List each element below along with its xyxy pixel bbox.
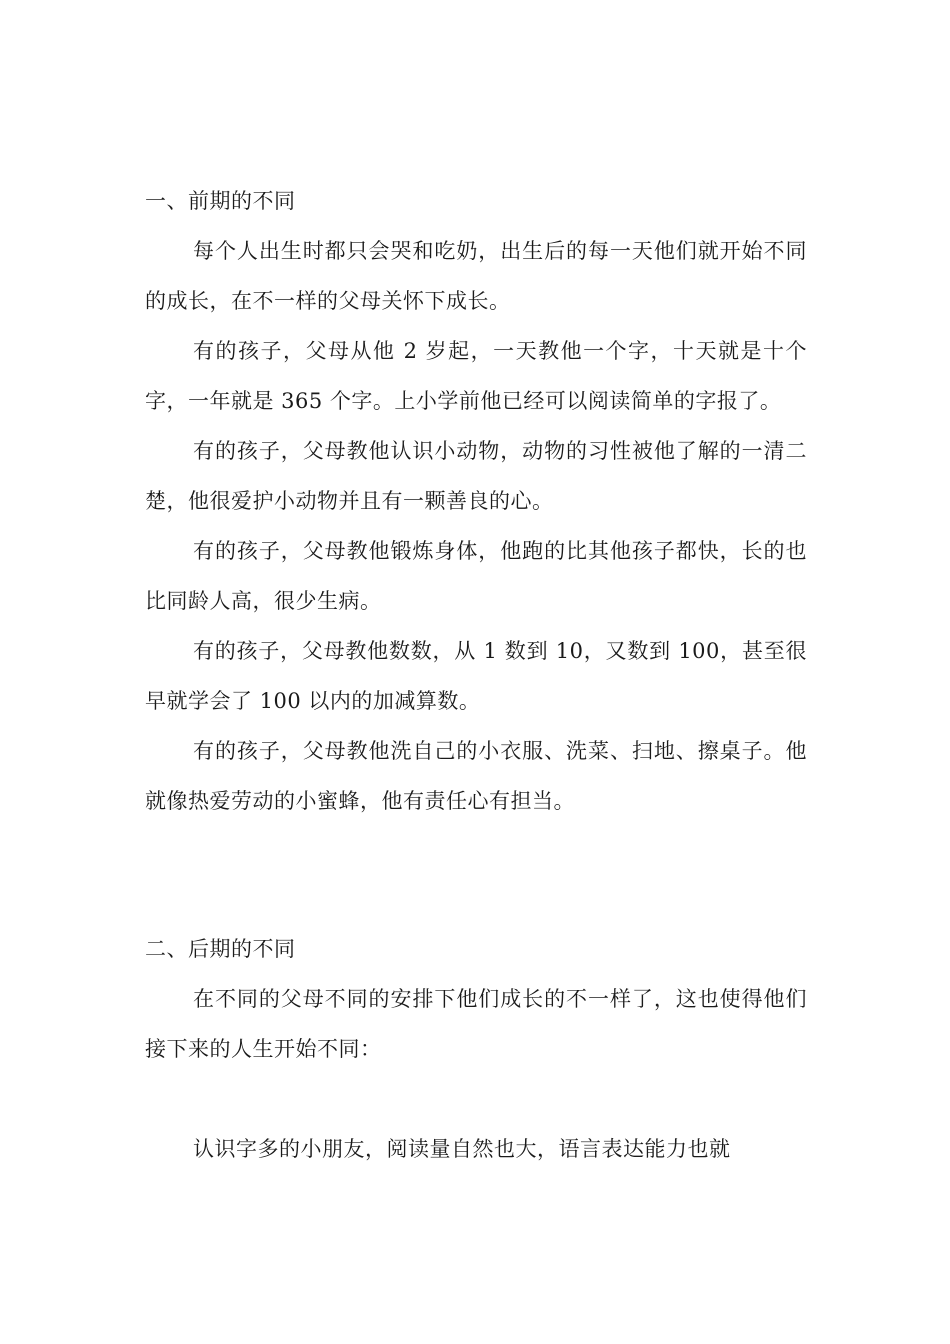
section-heading-1: 一、前期的不同 xyxy=(145,189,296,213)
paragraph: 有的孩子，父母从他 2 岁起，一天教他一个字，十天就是十个字，一年就是 365 个字。上小学前他已经可以阅读简单的字报了。 xyxy=(145,339,807,413)
section-heading-2: 二、后期的不同 xyxy=(145,937,296,961)
document-body xyxy=(145,176,807,1174)
paragraph: 每个人出生时都只会哭和吃奶，出生后的每一天他们就开始不同的成长，在不一样的父母关怀下成长。 xyxy=(145,239,807,313)
paragraph: 有的孩子，父母教他锻炼身体，他跑的比其他孩子都快，长的也比同龄人高，很少生病。 xyxy=(145,539,807,613)
paragraph: 认识字多的小朋友，阅读量自然也大，语言表达能力也就 xyxy=(193,1137,731,1161)
paragraph: 有的孩子，父母教他数数，从 1 数到 10，又数到 100，甚至很早就学会了 100 以内的加减算数。 xyxy=(145,639,807,713)
section-spacer xyxy=(145,826,807,924)
paragraph: 在不同的父母不同的安排下他们成长的不一样了，这也使得他们接下来的人生开始不同： xyxy=(145,987,807,1061)
paragraph: 有的孩子，父母教他认识小动物，动物的习性被他了解的一清二楚，他很爱护小动物并且有一颗善良的心。 xyxy=(145,439,807,513)
paragraph: 有的孩子，父母教他洗自己的小衣服、洗菜、扫地、擦桌子。他就像热爱劳动的小蜜蜂，他有责任心有担当。 xyxy=(145,739,807,813)
paragraph-spacer xyxy=(145,1074,807,1124)
